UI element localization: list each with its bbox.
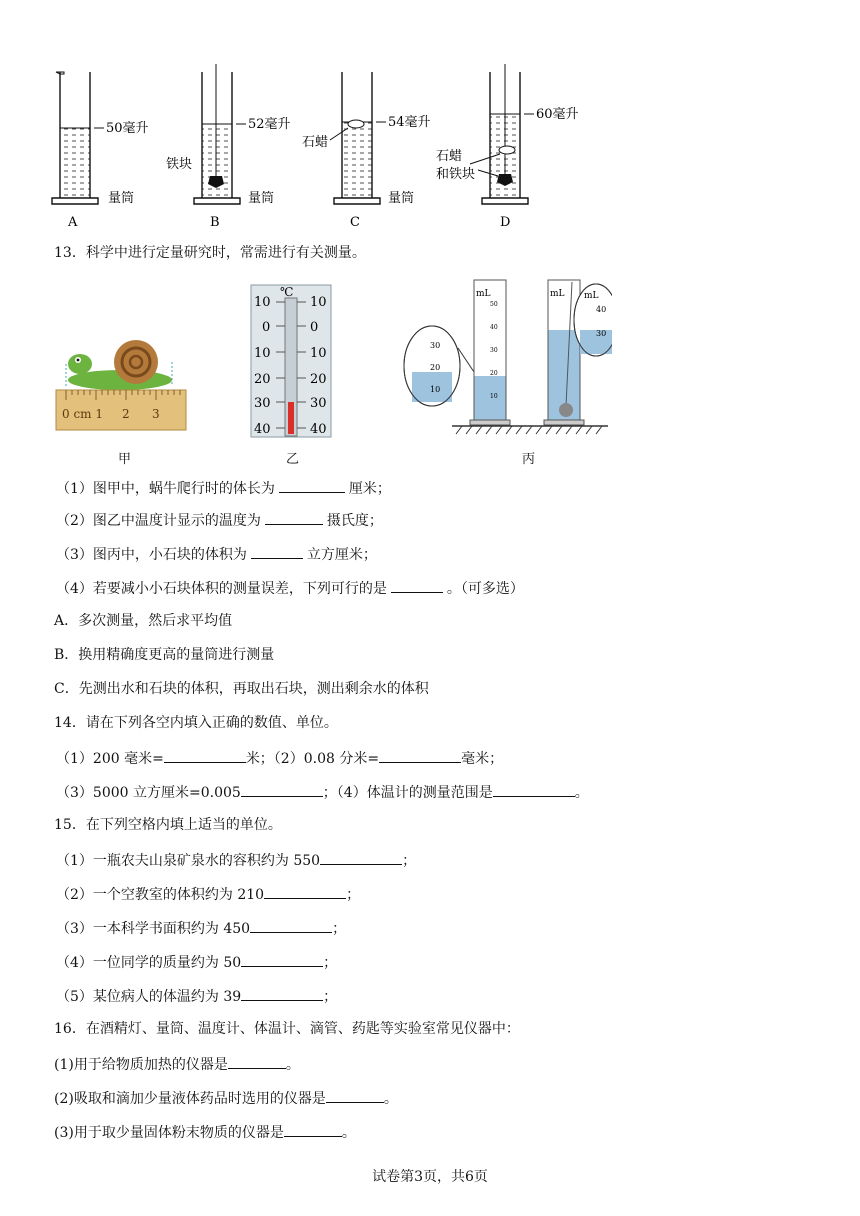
answer-blank[interactable] [320, 850, 402, 865]
cylinder-d [436, 64, 579, 230]
svg-text:铁块: 铁块 [166, 157, 193, 172]
caption-jia: 甲 [118, 452, 132, 467]
q13-item-2: （2）图乙中温度计显示的温度为 摄氏度； [56, 510, 383, 530]
q13-option-c: C．先测出水和石块的体积，再取出石块，测出剩余水的体积 [54, 681, 429, 697]
svg-text:10: 10 [254, 295, 271, 310]
caption-yi: 乙 [286, 452, 300, 467]
svg-text:40: 40 [596, 305, 607, 314]
q16-item-2: (2)吸取和滴加少量液体药品时选用的仪器是 。 [54, 1088, 398, 1108]
svg-text:54毫升: 54毫升 [388, 115, 431, 130]
page-footer: 试卷第3页，共6页 [372, 1169, 488, 1185]
svg-text:D: D [500, 215, 511, 230]
svg-text:10: 10 [430, 385, 441, 394]
svg-text:℃: ℃ [280, 285, 294, 299]
svg-text:50: 50 [490, 301, 498, 308]
cylinder-b [166, 64, 291, 230]
answer-blank[interactable] [391, 578, 443, 593]
svg-text:60毫升: 60毫升 [536, 107, 579, 122]
q16-item-3: (3)用于取少量固体粉末物质的仪器是 。 [54, 1122, 356, 1142]
svg-text:石蜡: 石蜡 [302, 135, 329, 150]
answer-blank[interactable] [241, 952, 323, 967]
thermometer-figure [250, 284, 332, 438]
svg-text:A: A [68, 215, 78, 230]
svg-text:30: 30 [310, 396, 327, 411]
cylinder-a [52, 72, 149, 230]
q14-line-1: （1）200 毫米= 米；（2）0.08 分米= 毫米； [56, 748, 503, 768]
svg-text:0: 0 [310, 320, 319, 335]
q13-stem: 13．科学中进行定量研究时，常需进行有关测量。 [54, 245, 366, 261]
q14-line-2: （3）5000 立方厘米=0.005 ；（4）体温计的测量范围是 。 [56, 782, 589, 802]
cylinder-c [302, 72, 431, 230]
svg-text:2: 2 [122, 407, 130, 421]
answer-blank[interactable] [284, 1122, 342, 1137]
snail-image [66, 340, 172, 390]
caption-bing: 丙 [522, 452, 536, 467]
snail-ruler-figure [54, 338, 190, 434]
answer-blank[interactable] [228, 1054, 286, 1069]
svg-text:量筒: 量筒 [388, 191, 415, 206]
svg-text:mL: mL [550, 289, 565, 299]
svg-text:30: 30 [254, 396, 271, 411]
q15-stem: 15．在下列空格内填上适当的单位。 [54, 817, 282, 833]
q13-option-a: A．多次测量，然后求平均值 [54, 613, 233, 629]
answer-blank[interactable] [326, 1088, 384, 1103]
svg-text:和铁块: 和铁块 [436, 167, 476, 182]
answer-blank[interactable] [279, 478, 345, 493]
svg-text:20: 20 [310, 372, 327, 387]
ruler [56, 390, 186, 430]
svg-text:3: 3 [152, 407, 160, 421]
svg-text:20: 20 [254, 372, 271, 387]
q15-item-4: （4）一位同学的质量约为 50 ； [56, 952, 337, 972]
answer-blank[interactable] [264, 884, 346, 899]
q13-item-4: （4）若要减小小石块体积的测量误差，下列可行的是 。（可多选） [56, 578, 524, 598]
svg-text:10: 10 [490, 393, 498, 400]
svg-text:40: 40 [254, 422, 271, 437]
q15-item-1: （1）一瓶农夫山泉矿泉水的容积约为 550 ； [56, 850, 416, 870]
svg-text:mL: mL [584, 291, 599, 301]
svg-text:40: 40 [310, 422, 327, 437]
svg-text:20: 20 [490, 370, 498, 377]
svg-text:20: 20 [430, 363, 441, 372]
answer-blank[interactable] [241, 782, 323, 797]
cylinder-water [470, 280, 510, 425]
svg-text:10: 10 [310, 346, 327, 361]
svg-text:10: 10 [310, 295, 327, 310]
svg-text:30: 30 [430, 341, 441, 350]
svg-text:30: 30 [596, 329, 607, 338]
svg-text:40: 40 [490, 324, 498, 331]
q15-item-3: （3）一本科学书面积约为 450 ； [56, 918, 346, 938]
q13-item-3: （3）图丙中，小石块的体积为 立方厘米； [56, 544, 377, 564]
q14-stem: 14．请在下列各空内填入正确的数值、单位。 [54, 715, 338, 731]
svg-text:0: 0 [262, 320, 271, 335]
svg-text:30: 30 [490, 347, 498, 354]
q16-item-1: (1)用于给物质加热的仪器是 。 [54, 1054, 300, 1074]
zoom-left [404, 326, 474, 406]
svg-text:mL: mL [476, 289, 491, 299]
answer-blank[interactable] [493, 782, 575, 797]
svg-text:0 cm 1: 0 cm 1 [62, 407, 103, 421]
svg-text:量筒: 量筒 [248, 191, 275, 206]
svg-text:量筒: 量筒 [108, 191, 135, 206]
answer-blank[interactable] [379, 748, 461, 763]
answer-blank[interactable] [164, 748, 246, 763]
q15-item-5: （5）某位病人的体温约为 39 ； [56, 986, 337, 1006]
svg-text:C: C [350, 215, 360, 230]
answer-blank[interactable] [241, 986, 323, 1001]
svg-text:50毫升: 50毫升 [106, 121, 149, 136]
answer-blank[interactable] [251, 544, 303, 559]
answer-blank[interactable] [265, 510, 323, 525]
answer-blank[interactable] [250, 918, 332, 933]
cylinder-figure [40, 60, 620, 232]
svg-text:52毫升: 52毫升 [248, 117, 291, 132]
svg-text:石蜡: 石蜡 [436, 149, 463, 164]
q15-item-2: （2）一个空教室的体积约为 210 ； [56, 884, 360, 904]
ground [452, 426, 608, 434]
q13-item-1: （1）图甲中，蜗牛爬行时的体长为 厘米； [56, 478, 391, 498]
q16-stem: 16．在酒精灯、量筒、温度计、体温计、滴管、药匙等实验室常见仪器中： [54, 1021, 520, 1037]
svg-text:B: B [210, 215, 220, 230]
svg-text:10: 10 [254, 346, 271, 361]
stone-volume-figure [400, 272, 612, 442]
q13-option-b: B．换用精确度更高的量筒进行测量 [54, 647, 275, 663]
